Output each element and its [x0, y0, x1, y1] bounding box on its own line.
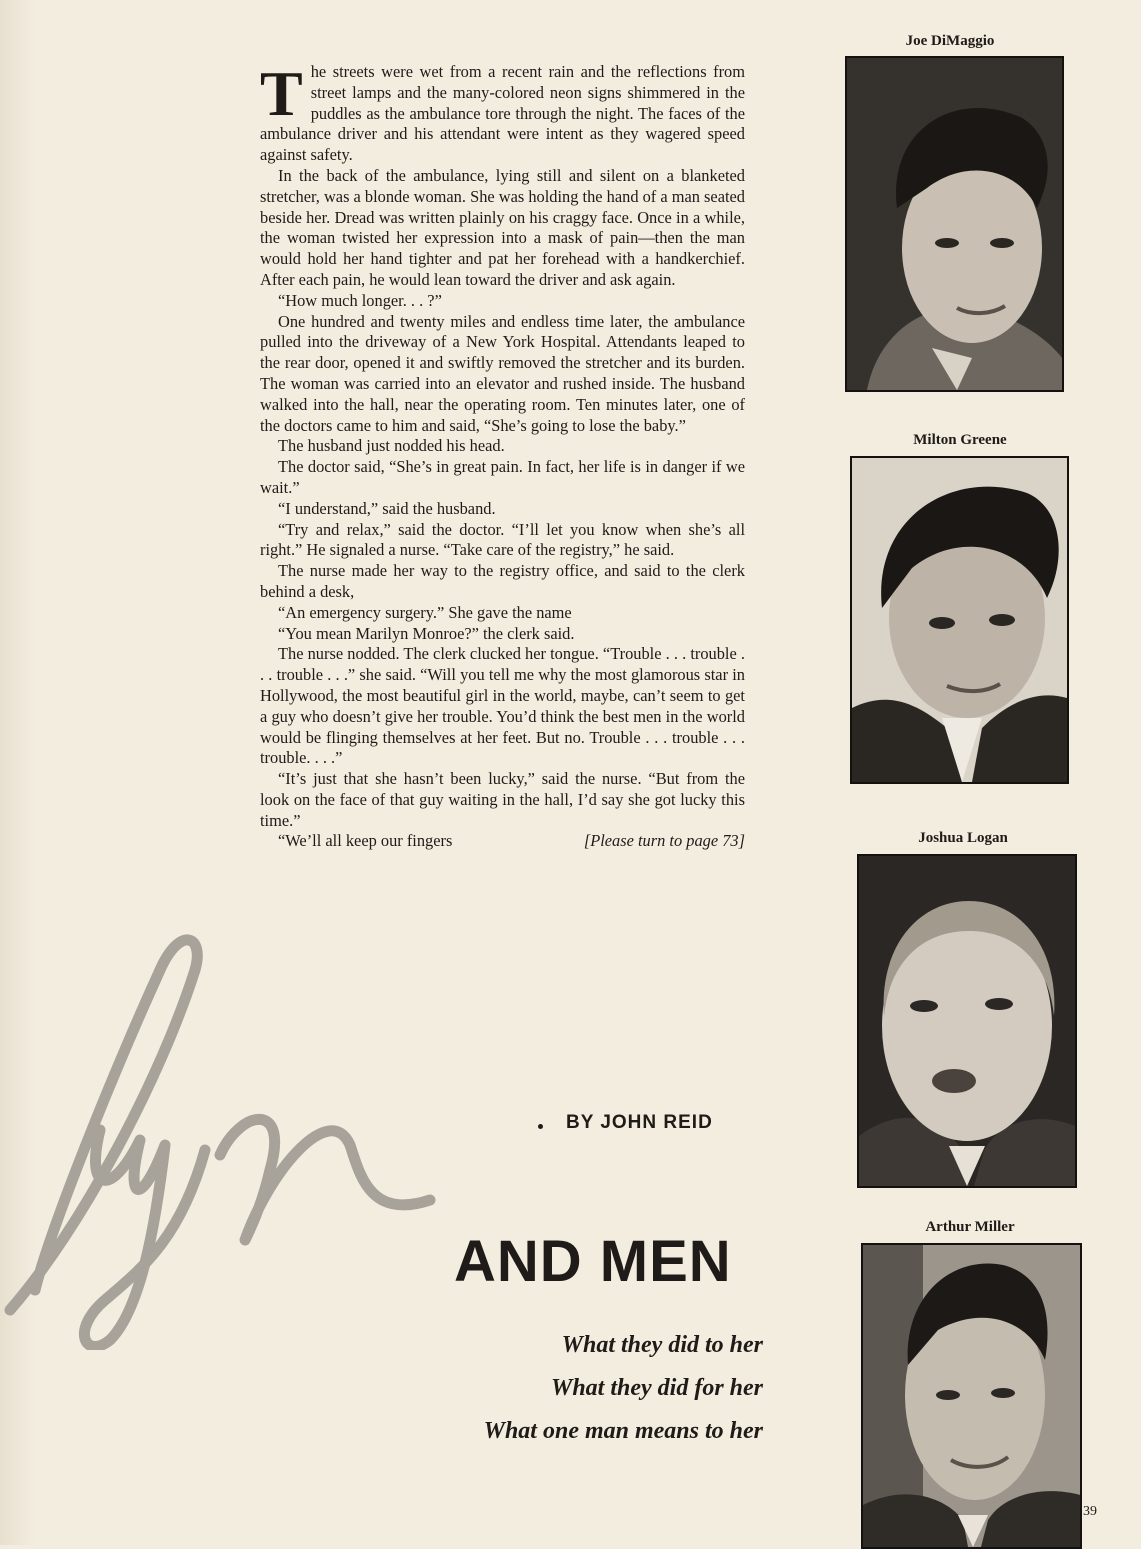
- photo-caption: Milton Greene: [913, 432, 1007, 448]
- article-paragraph: The nurse made her way to the registry office, and said to the clerk behind a desk,: [260, 561, 745, 601]
- article-paragraph: “I understand,” said the husband.: [278, 498, 496, 518]
- portrait-photo-miller: [861, 1243, 1082, 1549]
- article-last-line: [260, 831, 745, 852]
- article-paragraph: “An emergency surgery.” She gave the name: [278, 602, 572, 622]
- article-paragraph: “Try and relax,” said the doctor. “I’ll let you know when she’s all right.” He signaled a nurse. “Take care of the registry,” he said.: [260, 519, 745, 560]
- continuation-note: [Please turn to page 73]: [583, 831, 745, 851]
- headline: AND MEN: [454, 1229, 732, 1294]
- photo-caption: Joshua Logan: [918, 830, 1008, 846]
- page-number: 39: [1083, 1504, 1097, 1519]
- byline-bullet: [538, 1124, 543, 1129]
- portrait-photo-greene: [850, 456, 1069, 784]
- deck-line: What they did to her: [561, 1332, 763, 1358]
- portrait-photo-logan: [857, 854, 1077, 1188]
- article-paragraph: The nurse nodded. The clerk clucked her tongue. “Trouble . . . trouble . . . trouble . . .” she said. “Will you tell me why the most glamorous star in Hollywood, the most beautiful girl in the world, maybe, can’t seem to get a guy who doesn’t give her trouble. You’d think the best men in the world would be flinging themselves at her feet. But no. Trouble . . . trouble . . . trouble. . . .”: [260, 644, 745, 768]
- byline: BY JOHN REID: [566, 1112, 713, 1133]
- article-paragraph: “It’s just that she hasn’t been lucky,” said the nurse. “But from the look on the face of that guy waiting in the hall, I’d say she got lucky this time.”: [260, 769, 745, 830]
- article-paragraph: One hundred and twenty miles and endless time later, the ambulance pulled into the driveway of a New York Hospital. Attendants leaped to the rear door, opened it and swiftly removed the stretcher and its burden. The woman was carried into an elevator and rushed inside. The husband walked into the hall, near the operating room. Ten minutes later, one of the doctors came to him and said, “She’s going to lose the baby.”: [260, 311, 745, 435]
- deck-line: What they did for her: [550, 1375, 763, 1401]
- deck-line: What one man means to her: [483, 1418, 763, 1444]
- drop-cap: T: [260, 58, 303, 129]
- script-title-lettering: [0, 930, 460, 1350]
- photo-caption: Arthur Miller: [925, 1219, 1015, 1235]
- article-body: [260, 58, 746, 852]
- photo-caption: Joe DiMaggio: [905, 33, 995, 49]
- portrait-photo-dimaggio: [845, 56, 1064, 392]
- article-paragraph: “You mean Marilyn Monroe?” the clerk said.: [278, 623, 575, 643]
- article-paragraph: “How much longer. . . ?”: [278, 290, 442, 310]
- article-paragraph: In the back of the ambulance, lying still and silent on a blanketed stretcher, was a blonde woman. She was holding the hand of a man seated beside her. Dread was written plainly on his craggy face. Once in a while, the woman twisted her expression into a mask of pain—then the man would hold her hand tighter and pat her forehead with a handkerchief. After each pain, he would lean toward the driver and ask again.: [260, 165, 746, 289]
- article-paragraph: The husband just nodded his head.: [278, 436, 505, 456]
- article-paragraph: The doctor said, “She’s in great pain. In fact, her life is in danger if we wait.”: [260, 457, 745, 497]
- article-paragraph: The streets were wet from a recent rain and the reflections from street lamps and the many-colored neon signs shimmered in the puddles as the ambulance tore through the night. The faces of the ambulance driver and his attendant were intent as they wagered speed against safety.: [260, 58, 745, 165]
- last-line-text: “We’ll all keep our fingers: [278, 831, 453, 851]
